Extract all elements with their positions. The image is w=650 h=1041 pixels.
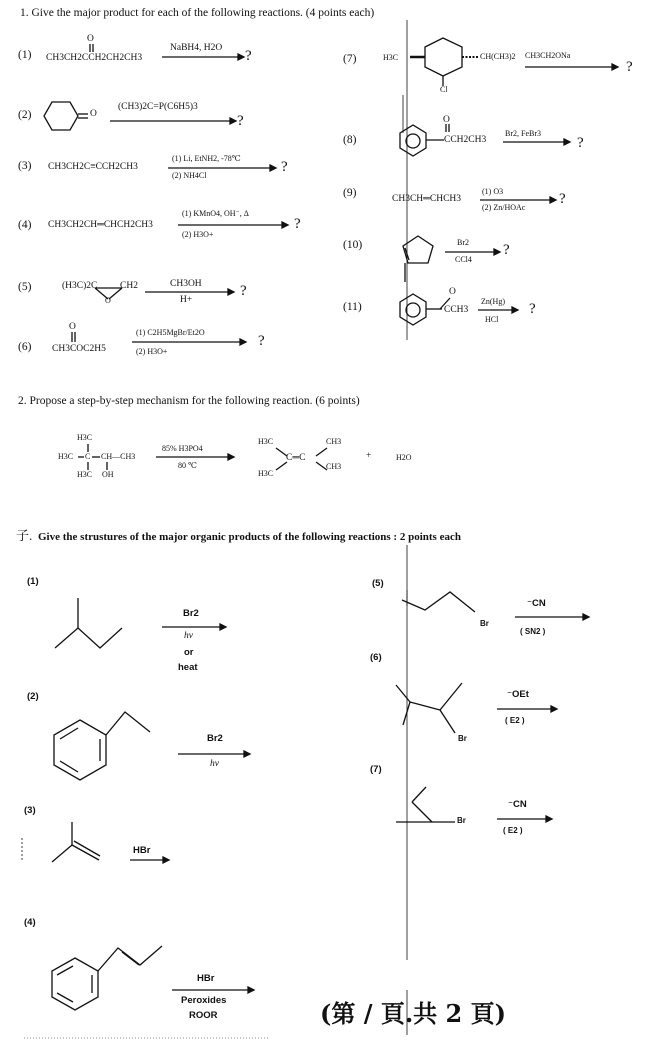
epoxide-oxygen: O bbox=[105, 296, 111, 305]
reagent-label-1: Br2 bbox=[457, 238, 469, 247]
item-number: (9) bbox=[343, 187, 357, 199]
product-question-mark: ? bbox=[245, 48, 252, 64]
product-question-mark: ? bbox=[240, 283, 247, 299]
reagent-label-2: HCl bbox=[485, 315, 499, 324]
section-2-title: 2. Propose a step-by-step mechanism for the following reaction. (6 points) bbox=[18, 395, 360, 407]
reagent-label: Br2, FeBr3 bbox=[505, 129, 541, 138]
item-number: (2) bbox=[18, 109, 32, 121]
reagent-label-2: H+ bbox=[180, 295, 193, 305]
reagent-label-2: (2) NH4Cl bbox=[172, 171, 207, 180]
reagent-label-1: ⁻OEt bbox=[507, 689, 529, 700]
item-number: (1) bbox=[18, 49, 32, 61]
item-number: (3) bbox=[24, 805, 36, 816]
item-number: (6) bbox=[370, 652, 382, 663]
reagent-label-1: 85% H3PO4 bbox=[162, 444, 203, 453]
reactant-quaternary-carbon: C bbox=[85, 452, 91, 461]
reagent-label-1: Zn(Hg) bbox=[481, 297, 505, 306]
item-number: (2) bbox=[27, 691, 39, 702]
reactant-formula: CH3CH2CH═CHCH2CH3 bbox=[48, 220, 153, 230]
reagent-label-2: hν bbox=[210, 759, 219, 769]
reagent-label-1: (1) Li, EtNH2, -78℃ bbox=[172, 154, 241, 163]
reagent-label-1: CH3OH bbox=[170, 279, 202, 289]
product-question-mark: ? bbox=[294, 216, 301, 232]
ketone-side-chain: CCH2CH3 bbox=[444, 135, 487, 145]
methyl-group: H3C bbox=[383, 53, 399, 62]
section-3-mark: 子. bbox=[16, 528, 33, 543]
reagent-label-1: ⁻CN bbox=[508, 799, 527, 810]
reagent-label: NaBH4, H2O bbox=[170, 43, 223, 53]
product-question-mark: ? bbox=[237, 113, 244, 129]
product-question-mark: ? bbox=[559, 191, 566, 207]
reagent-label-1: (1) O3 bbox=[482, 187, 504, 196]
reagent-label-2: hν bbox=[184, 631, 193, 641]
reactant-formula: (H3C)2C bbox=[62, 281, 98, 291]
page-footer: (第 / 頁.共 2 頁) bbox=[320, 999, 506, 1028]
product-bottom-left-methyl: H3C bbox=[258, 469, 274, 478]
item-number: (3) bbox=[18, 160, 32, 172]
carbonyl-oxygen: O bbox=[69, 322, 76, 332]
reactant-formula: CH3CH═CHCH3 bbox=[392, 194, 462, 204]
reagent-label-1: ⁻CN bbox=[527, 598, 546, 609]
product-question-mark: ? bbox=[258, 333, 265, 349]
product-question-mark: ? bbox=[503, 242, 510, 258]
reagent-label-2: ( E2 ) bbox=[505, 716, 525, 725]
reactant-top-methyl: H3C bbox=[77, 433, 93, 442]
item-number: (1) bbox=[27, 576, 39, 587]
reactant-formula: CH3CH2CCH2CH2CH3 bbox=[46, 53, 143, 63]
reactant-formula: CH3COC2H5 bbox=[52, 344, 106, 354]
product-question-mark: ? bbox=[529, 301, 536, 317]
carbonyl-oxygen: O bbox=[443, 115, 450, 125]
reagent-label-1: HBr bbox=[197, 973, 215, 984]
product-top-left-methyl: H3C bbox=[258, 437, 274, 446]
item-number: (5) bbox=[372, 578, 384, 589]
item-number: (6) bbox=[18, 341, 32, 353]
reagent-label-1: (1) KMnO4, OH⁻, Δ bbox=[182, 209, 249, 218]
item-number: (7) bbox=[370, 764, 382, 775]
water: H2O bbox=[396, 453, 412, 462]
isopropyl-group: CH(CH3)2 bbox=[480, 52, 516, 61]
product-question-mark: ? bbox=[577, 135, 584, 151]
reagent-label-2: 80 ℃ bbox=[178, 461, 197, 470]
reagent-label-3: ROOR bbox=[189, 1010, 218, 1021]
ketone-side-chain: CCH3 bbox=[444, 305, 469, 315]
item-number: (7) bbox=[343, 53, 357, 65]
reactant-hydroxyl: OH bbox=[102, 470, 114, 479]
reactant-right-chain: CH—CH3 bbox=[101, 452, 136, 461]
reagent-label-1: Br2 bbox=[207, 733, 223, 744]
carbonyl-oxygen: O bbox=[449, 287, 456, 297]
reagent-label-1: Br2 bbox=[183, 608, 199, 619]
product-top-right-methyl: CH3 bbox=[326, 437, 342, 446]
bromo-substituent: Br bbox=[458, 734, 467, 743]
ketone-oxygen: O bbox=[90, 109, 97, 119]
reagent-label-1: HBr bbox=[133, 845, 151, 856]
section-3-title: Give the strustures of the major organic products of the following reactions : 2 points each bbox=[38, 531, 461, 543]
item-number: (4) bbox=[24, 917, 36, 928]
item-number: (8) bbox=[343, 134, 357, 146]
product-double-bond: C═C bbox=[286, 453, 306, 463]
bromo-substituent: Br bbox=[457, 816, 466, 825]
product-question-mark: ? bbox=[626, 59, 633, 75]
reactant-formula: CH3CH2C≡CCH2CH3 bbox=[48, 162, 138, 172]
product-bottom-right-methyl: CH3 bbox=[326, 462, 342, 471]
reagent-label-2: CCl4 bbox=[455, 255, 472, 264]
item-number: (10) bbox=[343, 239, 363, 251]
reactant-left-methyl: H3C bbox=[58, 452, 74, 461]
section-1-title: 1. Give the major product for each of the following reactions. (4 points each) bbox=[20, 7, 375, 19]
item-number: (5) bbox=[18, 281, 32, 293]
carbonyl-oxygen: O bbox=[87, 34, 94, 44]
reagent-label-2: Peroxides bbox=[181, 995, 227, 1006]
reagent-label-3: or bbox=[184, 647, 194, 658]
plus-sign: + bbox=[366, 451, 372, 461]
product-question-mark: ? bbox=[281, 159, 288, 175]
reagent-label-2: ( E2 ) bbox=[503, 826, 523, 835]
item-number: (4) bbox=[18, 219, 32, 231]
epoxide-ch2: CH2 bbox=[120, 281, 138, 291]
reagent-label: CH3CH2ONa bbox=[525, 51, 571, 60]
reagent-label-1: (1) C2H5MgBr/Et2O bbox=[136, 328, 205, 337]
reagent-label-2: ( SN2 ) bbox=[520, 627, 546, 636]
reagent-label: (CH3)2C=P(C6H5)3 bbox=[118, 102, 198, 112]
chloro-substituent: Cl bbox=[440, 85, 448, 94]
reactant-bottom-methyl: H3C bbox=[77, 470, 93, 479]
reagent-label-2: (2) H3O+ bbox=[182, 230, 214, 239]
item-number: (11) bbox=[343, 301, 362, 313]
reagent-label-2: (2) Zn/HOAc bbox=[482, 203, 526, 212]
reagent-label-4: heat bbox=[178, 662, 198, 673]
bromo-substituent: Br bbox=[480, 619, 489, 628]
reagent-label-2: (2) H3O+ bbox=[136, 347, 168, 356]
